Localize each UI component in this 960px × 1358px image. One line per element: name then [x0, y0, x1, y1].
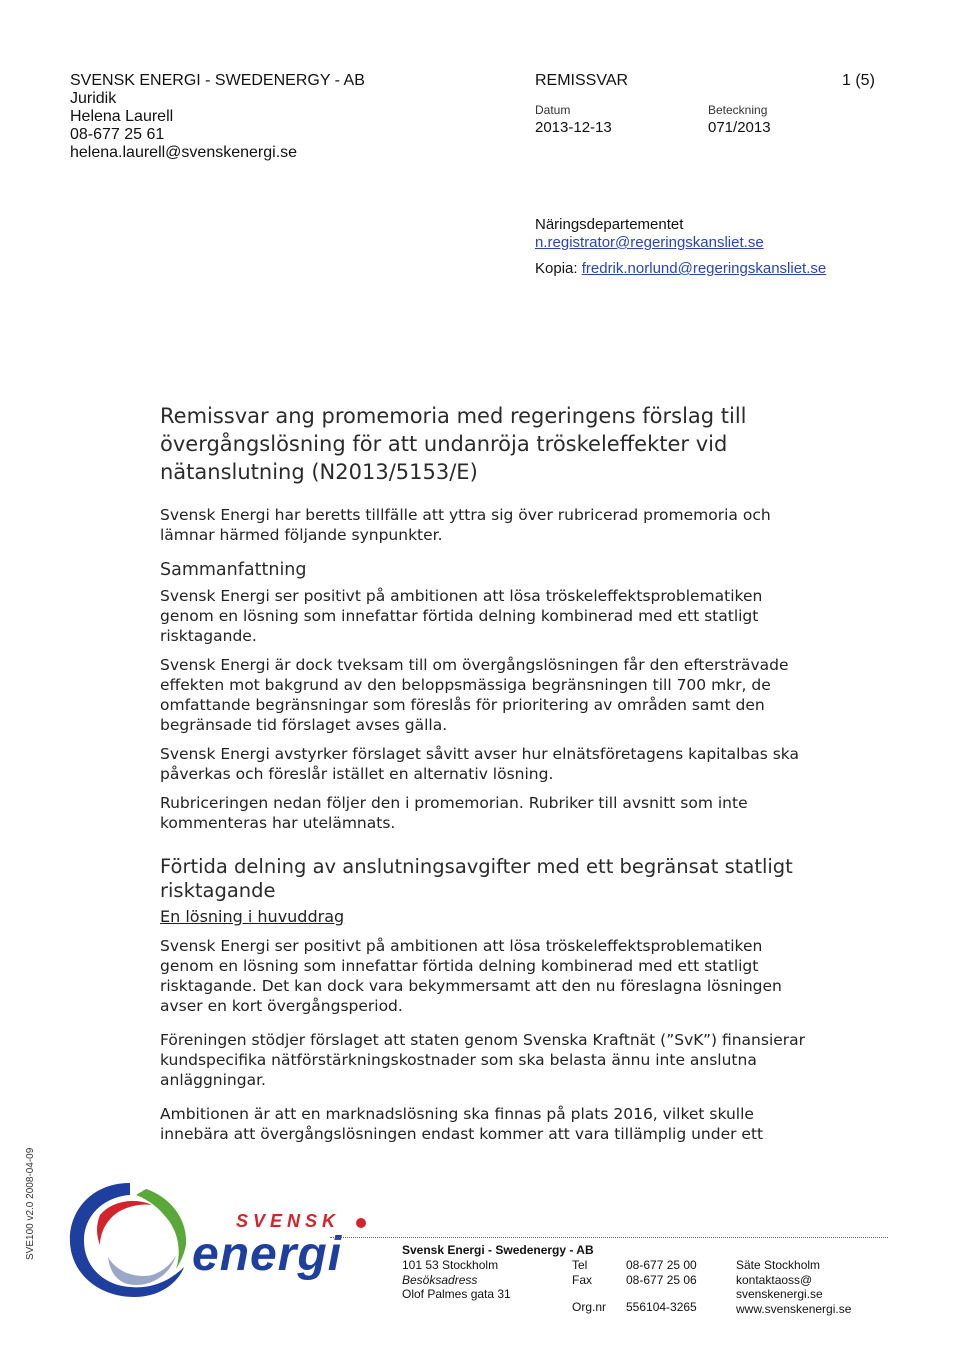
footer-postal: 101 53 Stockholm: [402, 1258, 499, 1272]
summary-paragraph: Rubriceringen nedan följer den i promemorian. Rubriker till avsnitt som inte kommenteras har utelämnats.: [160, 794, 748, 832]
summary-paragraph: Svensk Energi ser positivt på ambitionen att lösa tröskeleffektsproblematiken genom en lösning som innefattar förtida delning kombinerad med ett statligt risktagande.: [160, 587, 763, 645]
sender-email: helena.laurell@svenskenergi.se: [70, 144, 298, 161]
document-title: Remissvar ang promemoria med regeringens förslag till övergångslösning för att undanröja tröskeleffekter vid nätanslutning (N2013/5153/E): [160, 404, 747, 484]
footer-contact-values: [626, 1258, 697, 1315]
doc-type: REMISSVAR: [535, 72, 629, 89]
sender-phone: 08-677 25 61: [70, 126, 165, 143]
section-paragraph: Föreningen stödjer förslaget att staten genom Svenska Kraftnät (”SvK”) finansierar kundspecifika nätförstärkningskostnader som ska belasta ännu inte anslutna anläggningar.: [160, 1031, 806, 1089]
document-title-block: [160, 402, 820, 486]
footer-fax-label: Fax: [572, 1272, 593, 1287]
logo-bottom-word: energi: [192, 1228, 343, 1281]
company-logo: [60, 1175, 380, 1305]
footer-website[interactable]: www.svenskenergi.se: [736, 1301, 852, 1316]
recipient-block: [535, 216, 826, 278]
footer-orgnr-value: 556104-3265: [626, 1300, 697, 1314]
reference-value: 071/2013: [708, 119, 771, 136]
date-value: 2013-12-13: [535, 119, 612, 136]
section-paragraph: Ambitionen är att en marknadslösning ska finnas på plats 2016, vilket skulle innebära att övergångslösningen endast kommer att vara tillämplig under ett: [160, 1105, 764, 1143]
footer-tel-value: 08-677 25 00: [626, 1258, 697, 1272]
copy-email-link[interactable]: fredrik.norlund@regeringskansliet.se: [581, 260, 827, 277]
sender-name: Helena Laurell: [70, 108, 174, 125]
section-subheading: En lösning i huvuddrag: [160, 907, 345, 926]
summary-paragraph: Svensk Energi avstyrker förslaget såvitt avser hur elnätsföretagens kapitalbas ska påverkas och föreslår istället en alternativ lösning.: [160, 745, 799, 783]
sender-block: [70, 72, 365, 162]
footer-address: [402, 1258, 511, 1302]
footer-divider: [330, 1237, 888, 1238]
footer-tel-label: Tel: [572, 1258, 588, 1272]
copy-label: Kopia:: [535, 260, 578, 277]
footer-seat-block: [736, 1258, 851, 1316]
footer-orgnr-label: Org.nr: [572, 1300, 607, 1314]
sender-org: SVENSK ENERGI - SWEDENERGY - AB: [70, 72, 365, 89]
sender-dept: Juridik: [70, 90, 117, 107]
date-label: Datum: [535, 103, 571, 117]
footer-contact-email-2: svenskenergi.se: [736, 1287, 823, 1301]
page-number: 1 (5): [842, 72, 875, 89]
summary-paragraph: Svensk Energi är dock tveksam till om övergångslösningen får den eftersträvade effekten mot bakgrund av den beloppsmässiga begränsningen till 700 mkr, de omfattande begränsningar som föreslås för prioritering av områden samt den begränsade tid förslaget avses gälla.: [160, 656, 789, 734]
footer-contact-email-1: kontaktaoss@: [736, 1272, 813, 1287]
recipient-email-link[interactable]: n.registrator@regeringskansliet.se: [535, 234, 764, 251]
recipient-name: Näringsdepartementet: [535, 216, 684, 233]
footer-visit-address: Olof Palmes gata 31: [402, 1287, 511, 1301]
summary-heading: Sammanfattning: [160, 560, 307, 580]
logo-swirl-icon: [60, 1175, 200, 1305]
section-paragraph: Svensk Energi ser positivt på ambitionen att lösa tröskeleffektsproblematiken genom en lösning som innefattar förtida delning kombinerad med ett statligt risktagande. Det kan dock vara bekymmersamt att den nu föreslagna lösningen avser en kort övergångsperiod.: [160, 937, 782, 1015]
footer-fax-value: 08-677 25 06: [626, 1272, 697, 1287]
section-heading: Förtida delning av anslutningsavgifter med ett begränsat statligt risktagande: [160, 855, 793, 902]
footer-seat: Säte Stockholm: [736, 1258, 821, 1272]
document-body: [160, 505, 820, 1153]
reference-label: Beteckning: [708, 103, 768, 117]
logo-top-word: SVENSK: [236, 1211, 341, 1231]
footer-visit-label: Besöksadress: [402, 1272, 478, 1287]
footer-company: Svensk Energi - Swedenergy - AB: [402, 1243, 594, 1257]
form-code: SVE100 v2.0 2008-04-09: [25, 1147, 36, 1260]
intro-paragraph: Svensk Energi har beretts tillfälle att yttra sig över rubricerad promemoria och lämnar härmed följande synpunkter.: [160, 506, 771, 544]
footer-contact-labels: [572, 1258, 606, 1315]
logo-dot: [356, 1218, 366, 1228]
